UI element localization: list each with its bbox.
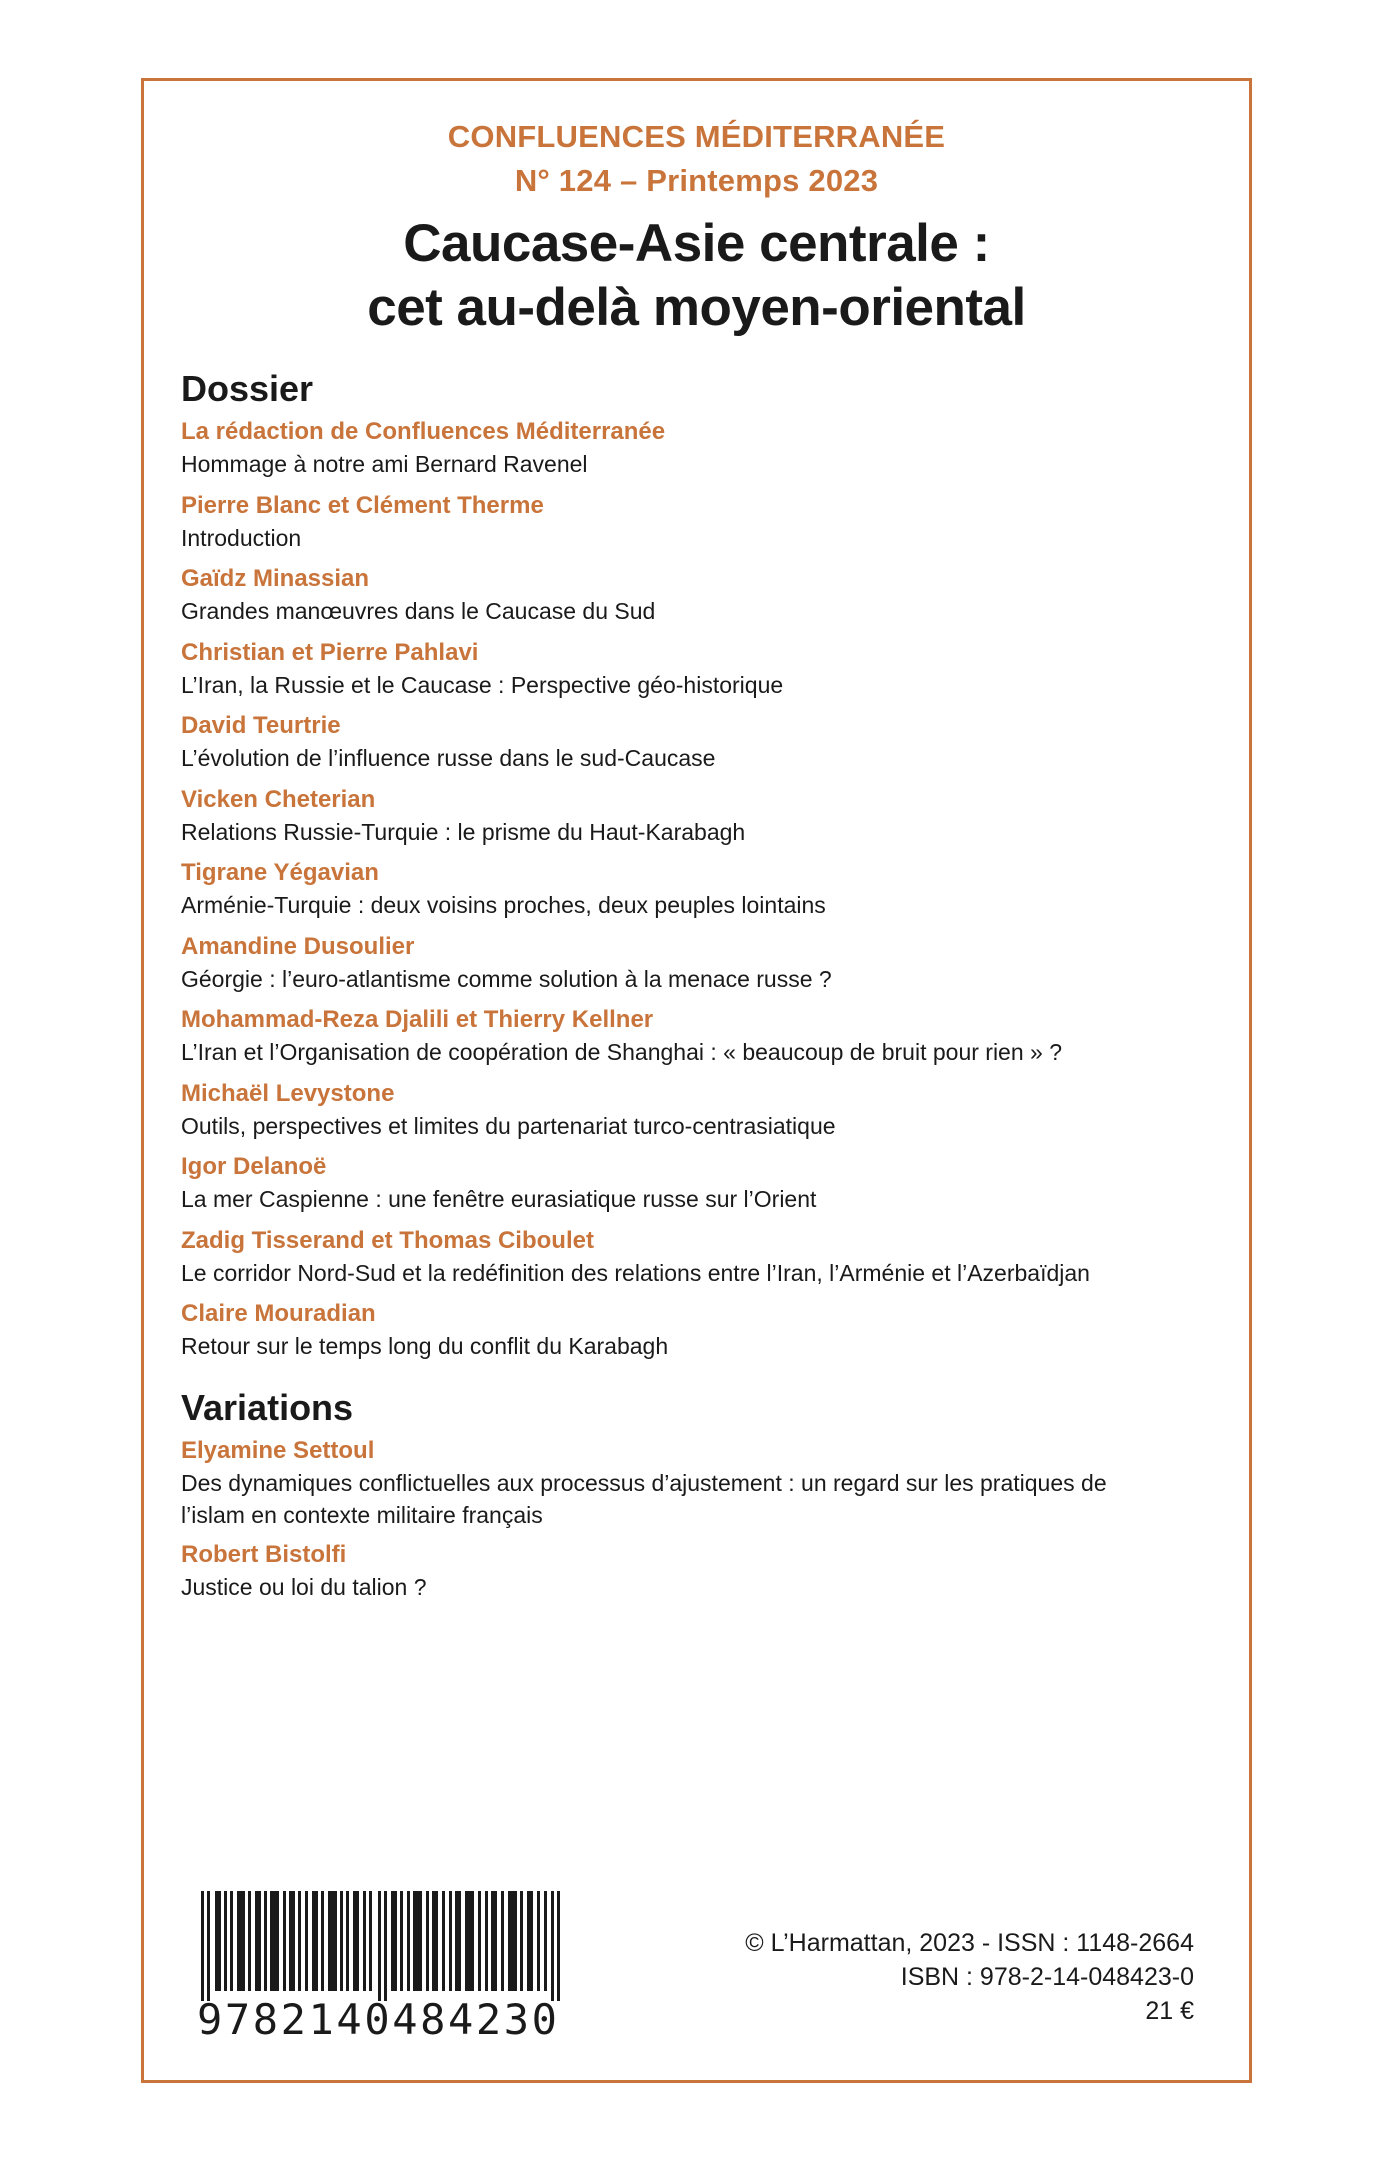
barcode-number: 9782140484230	[197, 1995, 560, 2044]
variations-list	[181, 1435, 1181, 1603]
list-item	[181, 931, 1221, 1005]
article-author: La rédaction de Confluences Méditerranée	[181, 418, 666, 445]
list-item	[181, 563, 1221, 637]
list-item	[181, 1298, 1221, 1372]
article-title: La mer Caspienne : une fenêtre eurasiatique russe sur l’Orient	[181, 1186, 817, 1212]
journal-name: CONFLUENCES MÉDITERRANÉE	[447, 119, 946, 154]
article-author: Gaïdz Minassian	[181, 565, 370, 592]
list-item	[181, 1539, 1181, 1603]
list-item	[181, 1004, 1221, 1078]
issue-number: N° 124 – Printemps 2023	[514, 163, 879, 198]
article-title: Relations Russie-Turquie : le prisme du Haut-Karabagh	[181, 818, 746, 845]
list-item	[181, 1151, 1221, 1225]
article-author: Vicken Cheterian	[181, 785, 376, 813]
list-item	[181, 637, 1221, 711]
article-title: L’Iran et l’Organisation de coopération de Shanghai : « beaucoup de bruit pour rien » ?	[181, 1039, 1063, 1065]
article-title: Grandes manœuvres dans le Caucase du Sud	[181, 598, 656, 624]
article-author: Tigrane Yégavian	[181, 859, 379, 886]
list-item	[181, 416, 1221, 490]
list-item	[181, 1225, 1221, 1299]
article-author: Claire Mouradian	[181, 1300, 376, 1327]
list-item	[181, 1435, 1181, 1539]
dossier-list	[181, 416, 1221, 1372]
barcode-bars	[197, 1891, 577, 2001]
article-author: Christian et Pierre Pahlavi	[181, 638, 479, 666]
article-author: David Teurtrie	[181, 712, 341, 739]
article-author: Igor Delanoë	[181, 1153, 327, 1180]
issue-title-line1: Caucase-Asie centrale :	[403, 214, 990, 273]
article-author: Elyamine Settoul	[181, 1437, 375, 1464]
imprint-block	[745, 1926, 1194, 2028]
list-item	[181, 710, 1221, 784]
article-title: Arménie-Turquie : deux voisins proches, deux peuples lointains	[181, 892, 826, 918]
article-title: Le corridor Nord-Sud et la redéfinition des relations entre l’Iran, l’Arménie et l’Azerbaïdjan	[181, 1259, 1090, 1286]
article-title: Justice ou loi du talion ?	[181, 1574, 427, 1600]
cover-frame	[141, 78, 1252, 2083]
price: 21 €	[1145, 1997, 1194, 2025]
list-item	[181, 490, 1221, 564]
article-title: Introduction	[181, 524, 302, 551]
article-title: L’évolution de l’influence russe dans le sud-Caucase	[181, 745, 716, 771]
article-author: Amandine Dusoulier	[181, 932, 415, 960]
variations-heading: Variations	[181, 1387, 354, 1428]
article-author: Robert Bistolfi	[181, 1541, 347, 1568]
article-title: Des dynamiques conflictuelles aux processus d’ajustement : un regard sur les pratiques de l’islam en contexte militaire français	[181, 1470, 1107, 1528]
article-author: Michaël Levystone	[181, 1079, 395, 1107]
copyright-issn: © L’Harmattan, 2023 - ISSN : 1148-2664	[745, 1929, 1194, 1957]
article-title: L’Iran, la Russie et le Caucase : Perspective géo-historique	[181, 671, 784, 698]
dossier-heading: Dossier	[181, 368, 314, 409]
article-title: Géorgie : l’euro-atlantisme comme solution à la menace russe ?	[181, 965, 832, 992]
isbn-text: ISBN : 978-2-14-048423-0	[900, 1963, 1194, 1991]
list-item	[181, 784, 1221, 858]
article-author: Mohammad-Reza Djalili et Thierry Kellner	[181, 1006, 654, 1033]
article-title: Hommage à notre ami Bernard Ravenel	[181, 451, 588, 477]
article-title: Retour sur le temps long du conflit du Karabagh	[181, 1333, 669, 1359]
list-item	[181, 1078, 1221, 1152]
article-author: Zadig Tisserand et Thomas Ciboulet	[181, 1226, 594, 1254]
issue-title-line2: cet au-delà moyen-oriental	[367, 278, 1026, 337]
isbn-barcode	[197, 1891, 577, 2043]
list-item	[181, 857, 1221, 931]
article-title: Outils, perspectives et limites du partenariat turco-centrasiatique	[181, 1112, 836, 1139]
article-author: Pierre Blanc et Clément Therme	[181, 491, 544, 519]
